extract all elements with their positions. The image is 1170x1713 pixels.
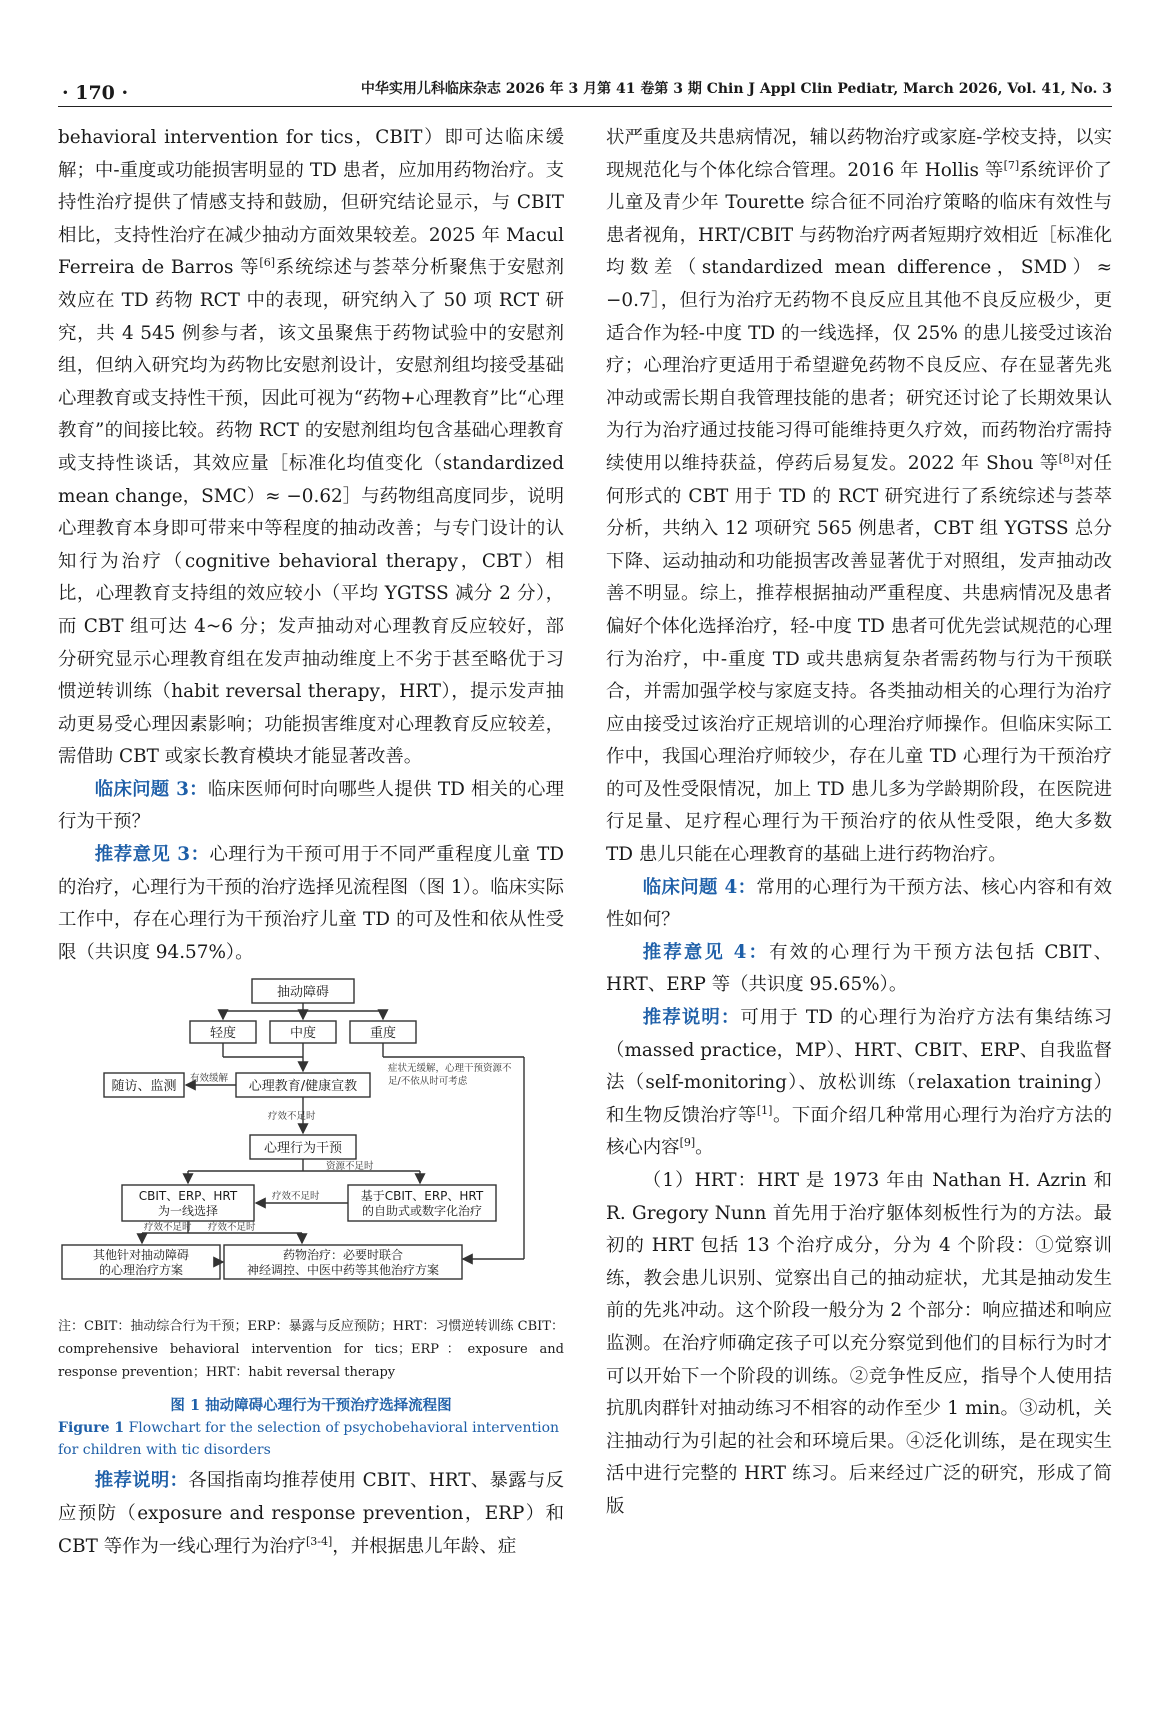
node-psychoeducation: 心理教育/健康宣教 [248,1079,358,1095]
label-side-note-2: 足/不依从时可考虑 [388,1076,468,1088]
node-self-help-1: 基于CBIT、ERP、HRT [360,1189,484,1204]
recommendation-label: 推荐意见 3： [94,844,210,866]
explanation-label: 推荐说明： [94,1470,189,1492]
node-followup: 随访、监测 [111,1079,177,1095]
figure-caption-text: Flowchart for the selection of psychobehavioral intervention for children with tic disorders [58,1420,560,1459]
node-other-2: 的心理治疗方案 [98,1263,184,1278]
node-drug-1: 药物治疗：必要时联合 [282,1248,404,1263]
node-first-line-2: 为一线选择 [157,1204,219,1219]
left-column [58,122,564,1563]
recommendation-label: 推荐意见 4： [642,941,770,963]
node-moderate: 中度 [289,1026,317,1042]
label-poor-3: 疗效不足时 [144,1222,192,1234]
citation-ref[interactable]: [8] [1058,451,1075,465]
label-poor-1: 疗效不足时 [268,1111,316,1123]
paragraph-cbit-placebo [58,122,564,774]
flowchart-svg [58,975,564,1313]
citation-ref[interactable]: [3-4] [306,1534,333,1548]
node-mild: 轻度 [209,1026,237,1042]
clinical-question-4 [606,872,1112,937]
text-run: behavioral intervention for tics，CBIT）即可达临床缓解；中-重度或功能损害明显的 TD 患者，应加用药物治疗。支持性治疗提供了情感支持和鼓励，但研究结论显示，与 CBIT 相比，支持性治疗在减少抽动方面效果较差。2025 年 Macul Ferreira de Barros 等 [58,127,564,279]
question-text: 常用的心理行为干预方法、核心内容和有效性如何？ [606,876,1112,931]
explanation-3 [58,1465,564,1563]
text-run: 。 [695,1137,714,1159]
recommendation-text: 有效的心理行为干预方法包括 CBIT、HRT、ERP 等（共识度 95.65%）。 [606,941,1113,996]
text-run: ，并根据患儿年龄、症 [332,1535,517,1557]
node-drug-2: 神经调控、中医中药等其他治疗方案 [246,1263,440,1278]
figure-1-flowchart [58,975,564,1313]
label-insufficient: 资源不足时 [326,1161,374,1173]
recommendation-text: 心理行为干预可用于不同严重程度儿童 TD 的治疗，心理行为干预的治疗选择见流程图（图 1）。临床实际工作中，存在心理行为干预治疗儿童 TD 的可及性和依从性受限（共识度 94.57%）。 [58,844,565,963]
node-other-1: 其他针对抽动障碍 [92,1248,190,1263]
question-text: 临床医师何时向哪些人提供 TD 相关的心理行为干预？ [58,778,564,833]
figure-label: Figure 1 [58,1420,125,1437]
text-run: 可用于 TD 的心理行为治疗方法有集结练习（massed practice，MP）、HRT、CBIT、ERP、自我监督法（self-monitoring）、放松训练（relaxation training）和生物反馈治疗等 [606,1007,1112,1126]
figure-note: 注：CBIT：抽动综合行为干预；ERP：暴露与反应预防；HRT：习惯逆转训练 CBIT：comprehensive behavioral intervention for tics；ERP：exposure and response prevention；HRT：habit reversal therapy [58,1319,564,1381]
recommendation-4 [606,937,1112,1002]
clinical-question-3 [58,774,564,839]
journal-citation: 中华实用儿科临床杂志 2026 年 3 月第 41 卷第 3 期 Chin J Appl Clin Pediatr, March 2026, Vol. 41, No. 3 [360,81,1112,97]
citation-ref[interactable]: [1] [756,1103,773,1117]
text-run: 对任何形式的 CBT 用于 TD 的 RCT 研究进行了系统综述与荟萃分析，共纳入 12 项研究 565 例患者，CBT 组 YGTSS 总分下降、运动抽动和功能损害改善显著优于对照组，发声抽动改善不明显。综上，推荐根据抽动严重程度、共患病情况及患者偏好个体化选择治疗，轻-中度 TD 患者可优先尝试规范的心理行为治疗，中-重度 TD 或共患病复杂者需药物与行为干预联合，并需加强学校与家庭支持。各类抽动相关的心理行为治疗应由接受过该治疗正规培训的心理治疗师操作。但临床实际工作中，我国心理治疗师较少，存在儿童 TD 心理行为干预治疗的可及性受限情况，加上 TD 患儿多为学龄期阶段，在医院进行足量、足疗程心理行为干预治疗的依从性受限，绝大多数 TD 患儿只能在心理教育的基础上进行药物治疗。 [606,452,1112,866]
explanation-label: 推荐说明： [642,1007,741,1029]
text-run: 各国指南均推荐使用 CBIT、HRT、暴露与反应预防（exposure and response prevention，ERP）和 CBT 等作为一线心理行为治疗 [58,1470,564,1557]
text-run: 系统评价了儿童及青少年 Tourette 综合征不同治疗策略的临床有效性与患者视角，HRT/CBIT 与药物治疗两者短期疗效相近［标准化均数差（standardized mean difference，SMD）≈ −0.7］，但行为治疗无药物不良反应且其他不良反应极少，更适合作为轻-中度 TD 的一线选择，仅 25% 的患儿接受过该治疗；心理治疗更适用于希望避免药物不良反应、存在显著先兆冲动或需长期自我管理技能的患者；研究还讨论了长期效果认为行为治疗通过技能习得可能维持更久疗效，而药物治疗需持续使用以维持获益，停药后易复发。2022 年 Shou 等 [606,159,1112,474]
explanation-4 [606,1002,1112,1165]
right-column [606,122,1112,1524]
question-label: 临床问题 3： [94,778,208,800]
citation-ref[interactable]: [7] [1003,158,1020,172]
page-number: · 170 · [62,82,129,104]
node-behavioral: 心理行为干预 [263,1141,343,1157]
figure-caption-cn: 图 1 抽动障碍心理行为干预治疗选择流程图 [170,1397,452,1415]
question-label: 临床问题 4： [642,876,757,898]
figure-caption-en [58,1417,564,1461]
node-first-line-1: CBIT、ERP、HRT [138,1189,238,1204]
paragraph-hollis-shou [606,122,1112,872]
page-header [58,70,1112,107]
paragraph-hrt: （1）HRT：HRT 是 1973 年由 Nathan H. Azrin 和 R. Gregory Nunn 首先用于治疗躯体刻板性行为的方法。最初的 HRT 包括 13 个治疗成分，分为 4 个阶段：①觉察训练，教会患儿识别、觉察出自己的抽动症状，尤其是抽动发生前的先兆冲动。这个阶段一般分为 2 个部分：响应描述和响应监测。在治疗师确定孩子可以充分察觉到他们的目标行为时才可以开始下一个阶段的训练。②竞争性反应，指导个人使用拮抗肌肉群针对抽动练习不相容的动作至少 1 min。③动机，关注抽动行为引起的社会和环境后果。④泛化训练，是在现实生活中进行完整的 HRT 练习。后来经过广泛的研究，形成了简版 [606,1170,1112,1517]
citation-ref[interactable]: [6] [259,256,275,270]
recommendation-3 [58,839,564,969]
node-severe: 重度 [369,1026,397,1042]
node-self-help-2: 的自助式或数字化治疗 [361,1204,483,1219]
label-side-note-1: 症状无缓解，心理干预资源不 [388,1063,512,1075]
citation-ref[interactable]: [9] [679,1136,696,1150]
node-tic-disorder: 抽动障碍 [276,985,330,1001]
label-effective: 有效缓解 [190,1073,229,1085]
text-run: 。下面介绍几种常用心理行为治疗方法的核心内容 [606,1104,1112,1159]
text-run: 系统综述与荟萃分析聚焦于安慰剂效应在 TD 药物 RCT 中的表现，研究纳入了 50 项 RCT 研究，共 4 545 例参与者，该文虽聚焦于药物试验中的安慰剂组，但纳入研究均为药物比安慰剂设计，安慰剂组均接受基础心理教育或支持性干预，因此可视为“药物+心理教育”比“心理教育”的间接比较。药物 RCT 的安慰剂组均包含基础心理教育或支持性谈话，其效应量［标准化均值变化（standardized mean change，SMC）≈ −0.62］与药物组高度同步，说明心理教育本身即可带来中等程度的抽动改善；与专门设计的认知行为治疗（cognitive behavioral therapy，CBT）相比，心理教育支持组的效应较小（平均 YGTSS 减分 2 分），而 CBT 组可达 4~6 分；发声抽动对心理教育反应较好，部分研究显示心理教育组在发声抽动维度上不劣于甚至略优于习惯逆转训练（habit reversal therapy，HRT），提示发声抽动更易受心理因素影响；功能损害维度对心理教育反应较差，需借助 CBT 或家长教育模块才能显著改善。 [58,257,564,768]
text-run: 状严重度及共患病情况，辅以药物治疗或家庭-学校支持，以实现规范化与个体化综合管理。2016 年 Hollis 等 [606,127,1112,181]
label-poor-4: 疗效不足时 [208,1222,256,1234]
label-poor-2: 疗效不足时 [272,1191,320,1203]
